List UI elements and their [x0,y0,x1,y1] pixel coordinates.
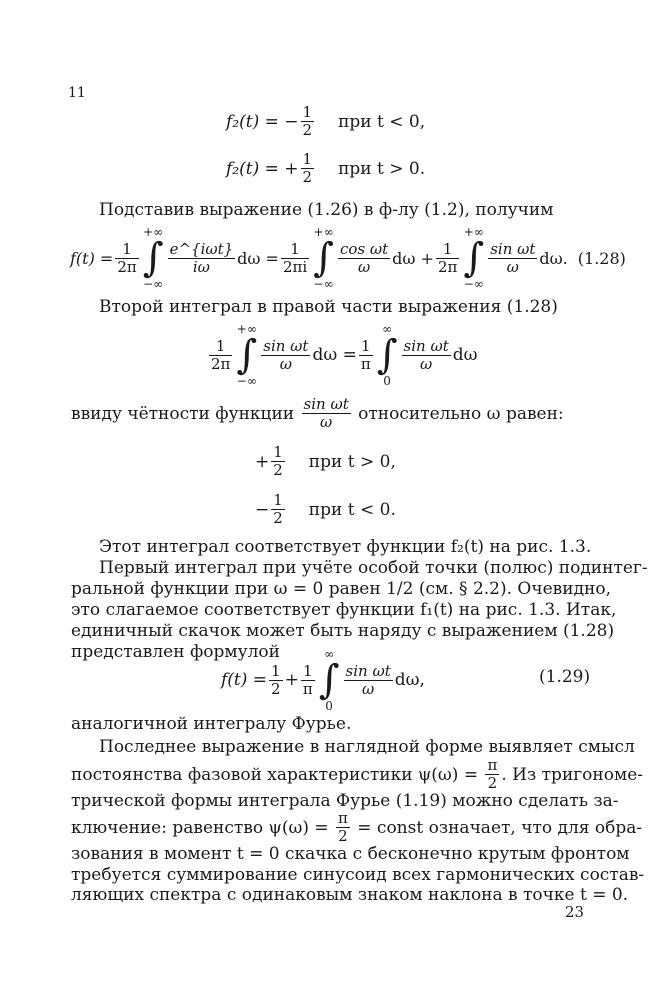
fraction: $\frac{\text{sin ωt}}{\omega}$ [490,239,536,276]
eq-sign: − [255,499,270,520]
page-number: 23 [565,903,585,921]
fraction: $\frac{1}{\pi}$ [360,336,371,373]
eq-text: dω = [312,345,357,365]
fraction: $\frac{\text{sin ωt}}{\omega}$ [263,336,309,373]
text-segment: относительно ω равен: [358,403,564,424]
fraction: $\frac{1}{2\pi i}$ [282,239,308,276]
text-segment: = const означает, что для обра- [357,817,643,838]
paragraph-second-integral: Второй интеграл в правой части выражения (1.28) [99,297,558,317]
eq-text: dω. [539,248,568,268]
equation-label: (1.29) [539,667,591,687]
eq-text: dω = [237,248,279,268]
integral-sign: +∞ ∫ −∞ [313,225,334,291]
corner-mark: 11 [68,85,86,101]
text-line: трической формы интеграла Фурье (1.19) можно сделать за- [71,791,619,811]
text-segment: ключение: равенство ψ(ω) = [71,817,329,838]
integral-sign: ∞ ∫ 0 [318,647,340,713]
fraction: $\frac{\text{sin ωt}}{\omega}$ [403,336,449,373]
eq-lhs: f(t) = [70,248,114,268]
fraction: $\frac{1}{2\pi}$ [437,239,458,276]
eq-condition: при t > 0. [338,158,426,179]
fraction: $\frac{1}{2}$ [271,661,281,698]
eq-lhs: f₂(t) [226,158,260,179]
fraction: $\frac{1}{2}$ [302,150,313,186]
text-line-equality [71,810,642,845]
paragraph-parity [71,396,564,431]
fraction: $\frac{\text{e\textasciicircum{}\{iωt\}}}{i\omega}$ [169,239,234,276]
eq-sign: = − [264,111,299,132]
eq-condition: при t < 0. [308,499,396,520]
eq-lhs: f(t) = [221,670,268,690]
equation-f2-negative [226,104,425,139]
text-line: единичный скачок может быть наряду с выражением (1.28) [71,621,615,641]
eq-sign: + [255,451,270,472]
eq-sign: + [284,670,299,690]
text-line: Последнее выражение в наглядной форме выявляет смысл [99,737,635,757]
paragraph-substitution: Подставив выражение (1.26) в ф-лу (1.2), получим [99,200,554,220]
fraction: $\frac{\text{cos ωt}}{\omega}$ [340,239,389,276]
eq-text: dω [452,345,478,365]
fraction: $\frac{1}{2}$ [302,103,313,139]
text-line: требуется суммирование синусоид всех гармонических состав- [71,865,645,885]
fraction: $\frac{1}{2\pi}$ [211,336,231,373]
text-line: Первый интеграл при учёте особой точки (полюс) подинтег- [99,558,648,578]
text-segment: постоянства фазовой характеристики ψ(ω) = [71,764,479,785]
integral-sign: +∞ ∫ −∞ [142,225,164,291]
eq-condition: при t < 0, [338,111,426,132]
equation-value-positive [255,444,396,479]
eq-condition: при t > 0, [308,451,396,472]
equation-1-28 [70,226,626,290]
eq-text: dω, [394,670,425,690]
text-line: представлен формулой [71,642,280,662]
integral-sign: +∞ ∫ −∞ [463,225,485,291]
eq-sign: = + [264,158,299,179]
fraction: $\frac{\pi}{2}$ [487,756,498,792]
integral-sign: +∞ ∫ −∞ [236,322,258,388]
equation-1-29 [221,648,425,712]
eq-text: dω + [392,248,434,268]
equation-value-negative [255,492,396,527]
text-segment: . Из тригономе- [501,764,644,785]
fraction: $\frac{\pi}{2}$ [338,809,348,845]
fraction: $\frac{\text{sin ωt}}{\omega}$ [345,661,391,698]
fraction: $\frac{1}{2\pi}$ [117,239,137,276]
equation-f2-positive [226,151,425,186]
fraction: $\frac{\text{sin ωt}}{\omega}$ [303,395,349,431]
paragraph-fourier-analog: аналогичной интегралу Фурье. [71,714,352,734]
text-line: зования в момент t = 0 скачка с бесконечно крутым фронтом [71,844,630,864]
fraction: $\frac{1}{2}$ [273,491,283,527]
text-line-phase [71,757,643,792]
integral-sign: ∞ ∫ 0 [376,322,398,388]
text-line: ральной функции при ω = 0 равен 1/2 (см. § 2.2). Очевидно, [71,579,611,599]
fraction: $\frac{1}{\pi}$ [302,661,313,698]
text-segment: ввиду чётности функции [71,403,295,424]
equation-second-integral [207,323,477,387]
text-line: ляющих спектра с одинаковым знаком наклона в точке t = 0. [71,885,629,905]
eq-lhs: f₂(t) [226,111,260,132]
text-line: это слагаемое соответствует функции f₁(t) на рис. 1.3. Итак, [71,600,617,620]
text-line: Этот интеграл соответствует функции f₂(t) на рис. 1.3. [99,537,592,557]
fraction: $\frac{1}{2}$ [273,443,283,479]
equation-label: (1.28) [577,248,626,268]
